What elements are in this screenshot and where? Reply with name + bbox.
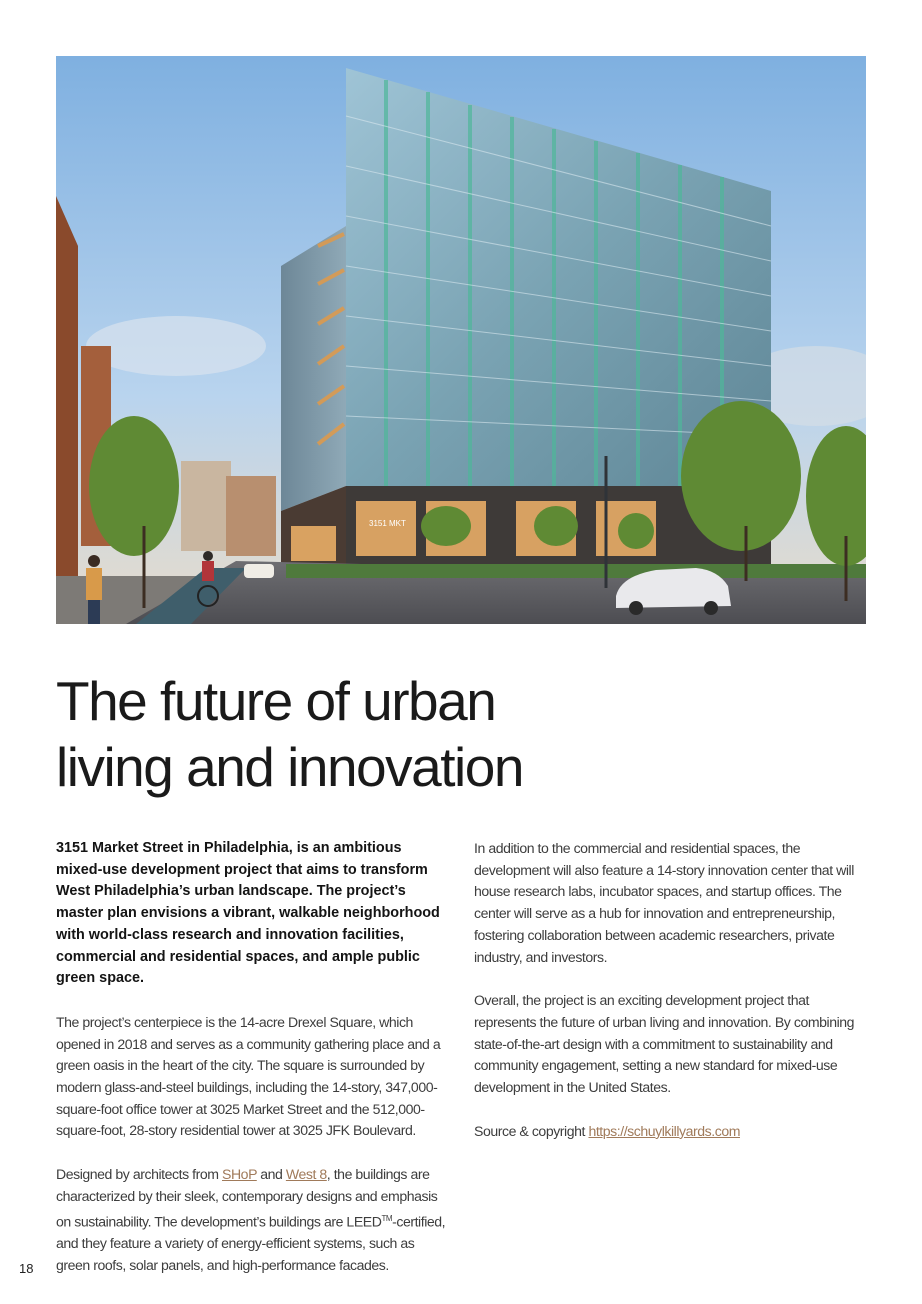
title-line-1: The future of urban [56,670,496,732]
paragraph-4: Overall, the project is an exciting development project that represents the future of urban living and innovation. By combining state-of-the-art design with a commitment to sustainability and community engagement, setting a new standard for mixed-use development in the United States. [474,992,855,1096]
paragraph-2 [56,1164,448,1276]
title-line-2: living and innovation [56,736,523,798]
paragraph-2-text-b: and [256,1166,286,1183]
lead-paragraph: 3151 Market Street in Philadelphia, is an ambitious mixed-use development project that aims to transform West Philadelphia’s urban landscape. The project’s master plan envisions a vibrant, walkable neighborhood with world-class research and innovation facilities, commercial and residential spaces, and ample public green space. [56,840,440,987]
hero-image [56,56,866,624]
shop-link[interactable]: SHoP [222,1166,257,1183]
paragraph-3: In addition to the commercial and residential spaces, the development will also feature a 14-story innovation center that will house research labs, incubator spaces, and startup offices. The center will serve as a hub for innovation and entrepreneurship, fostering collaboration between academic researchers, private industry, and investors. [474,840,854,965]
paragraph-1: The project’s centerpiece is the 14-acre Drexel Square, which opened in 2018 and serves as a community gathering place and a green oasis in the heart of the city. The square is surrounded by modern glass-and-steel buildings, including the 14-story, 347,000-square-foot office tower at 3025 Market Street and the 512,000-square-foot, 28-story residential tower at 3025 JFK Boulevard. [56,1013,441,1139]
paragraph-2-text-c: , the buildings are characterized by their sleek, contemporary designs and emphasis on sustainability. The development’s buildings are LEED [56,1166,438,1230]
trademark-superscript: TM [381,1213,393,1223]
source-label: Source & copyright [474,1122,589,1139]
right-column [474,838,866,1164]
source-link[interactable]: https://schuylkillyards.com [588,1122,740,1139]
page-number: 18 [19,1261,34,1276]
paragraph-2-text-d: -certified, and they feature a variety of energy-efficient systems, such as green roofs, solar panels, and high-performance facades. [56,1213,446,1273]
storefront-sign: 3151 MKT [369,519,406,528]
paragraph-2-text-a: Designed by architects from [56,1166,222,1183]
left-column [56,838,448,1298]
page-title [56,668,616,800]
west8-link[interactable]: West 8 [285,1166,327,1183]
source-line [474,1121,866,1143]
